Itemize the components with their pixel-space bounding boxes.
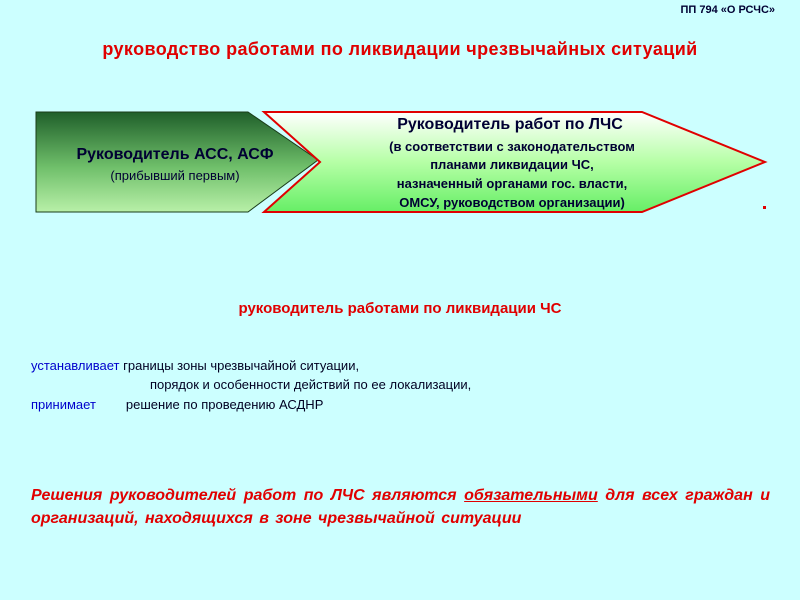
right-chevron-line: планами ликвидации ЧС, [430,157,594,172]
duty-row-establishes [31,358,359,373]
duty-row-procedure [150,377,471,392]
duty-row-accepts [31,397,323,412]
duty-keyword: принимает [31,397,96,412]
right-chevron-line: ОМСУ, руководством организации) [399,195,625,210]
right-chevron-line: (в соответствии с законодательством [389,139,635,154]
right-chevron-label: Руководитель работ по ЛЧС [397,116,623,133]
duty-text: границы зоны чрезвычайной ситуации, [119,358,360,373]
duty-text: порядок и особенности действий по ее локализации, [150,377,472,392]
document-reference: ПП 794 «О РСЧС» [680,4,775,16]
note-text: Решения руководителей работ по ЛЧС являются [31,487,465,504]
page-title: руководство работами по ликвидации чрезвычайных ситуаций [102,39,698,59]
left-chevron-sublabel: (прибывший первым) [110,168,240,183]
duty-text: решение по проведению АСДНР [125,397,324,412]
duty-keyword: устанавливает [31,358,120,373]
left-chevron-label: Руководитель АСС, АСФ [76,146,274,163]
note-text: для всех граждан и организаций, находящихся в зоне чрезвычайной ситуации [31,487,770,527]
decorative-dot [763,206,766,209]
right-chevron-line: назначенный органами гос. власти, [396,176,628,191]
section-subtitle: руководитель работами по ликвидации ЧС [238,300,562,317]
note-emphasis: обязательными [464,487,598,504]
mandatory-note [31,484,770,530]
